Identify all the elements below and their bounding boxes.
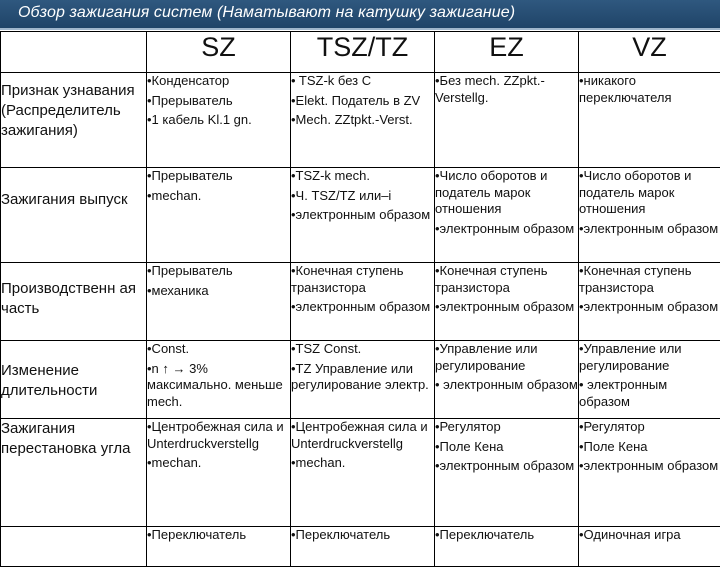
table-cell bbox=[435, 527, 579, 567]
slide-title: Обзор зажигания систем (Наматывают на катушку зажигание) bbox=[18, 4, 515, 22]
table-cell bbox=[579, 73, 720, 168]
bullet-item: •электронным образом bbox=[579, 299, 720, 316]
table-cell bbox=[579, 263, 720, 341]
bullet-item: •электронным образом bbox=[579, 458, 720, 475]
bullet-item: •электронным образом bbox=[579, 221, 720, 238]
bullet-item: •электронным образом bbox=[435, 221, 578, 238]
bullet-item: •Const. bbox=[147, 341, 290, 358]
bullet-item: •Регулятор bbox=[579, 419, 720, 436]
bullet-item: •TZ Управление или регулирование электр. bbox=[291, 361, 434, 394]
table-row bbox=[1, 263, 720, 341]
table-cell bbox=[579, 527, 720, 567]
bullet-item: •Mech. ZZtpkt.-Verst. bbox=[291, 112, 434, 129]
bullet-item: •Число оборотов и податель марок отношения bbox=[579, 168, 720, 218]
table-cell bbox=[147, 168, 291, 263]
bullet-item: •mechan. bbox=[291, 455, 434, 472]
bullet-item: •Без mech. ZZpkt.-Verstellg. bbox=[435, 73, 578, 106]
title-bar bbox=[0, 0, 720, 30]
header-row bbox=[1, 32, 720, 73]
ignition-systems-table bbox=[0, 31, 720, 567]
table-cell bbox=[291, 527, 435, 567]
bullet-item: •Поле Кена bbox=[435, 439, 578, 456]
bullet-item: •Переключатель bbox=[435, 527, 578, 544]
bullet-item: •Переключатель bbox=[147, 527, 290, 544]
bullet-item: •электронным образом bbox=[435, 458, 578, 475]
row-label: Производственн ая часть bbox=[1, 263, 147, 341]
table-cell bbox=[579, 168, 720, 263]
table-row bbox=[1, 73, 720, 168]
row-label: Зажигания перестановка угла bbox=[1, 419, 147, 527]
bullet-item: • электронным образом bbox=[579, 377, 720, 410]
row-label bbox=[1, 527, 147, 567]
row-label: Изменение длительности bbox=[1, 341, 147, 419]
bullet-item: •Ч. TSZ/TZ или–i bbox=[291, 188, 434, 205]
table-row bbox=[1, 341, 720, 419]
bullet-item: •mechan. bbox=[147, 455, 290, 472]
bullet-item: •Elekt. Податель в ZV bbox=[291, 93, 434, 110]
bullet-item: •Управление или регулирование bbox=[435, 341, 578, 374]
bullet-item: •Переключатель bbox=[291, 527, 434, 544]
row-label: Признак узнавания (Распределитель зажигания) bbox=[1, 73, 147, 168]
table-cell bbox=[579, 341, 720, 419]
row-label: Зажигания выпуск bbox=[1, 168, 147, 263]
table-cell bbox=[147, 263, 291, 341]
bullet-item: •электронным образом bbox=[291, 207, 434, 224]
table-cell bbox=[147, 419, 291, 527]
bullet-item: •Прерыватель bbox=[147, 93, 290, 110]
column-header bbox=[1, 32, 147, 73]
table-row bbox=[1, 168, 720, 263]
table-cell bbox=[291, 263, 435, 341]
bullet-item: •электронным образом bbox=[291, 299, 434, 316]
bullet-item: •Прерыватель bbox=[147, 168, 290, 185]
bullet-item: •TSZ Const. bbox=[291, 341, 434, 358]
bullet-item: •n ↑ → 3% максимально. меньше mech. bbox=[147, 361, 290, 411]
table-cell bbox=[435, 263, 579, 341]
column-header: TSZ/TZ bbox=[291, 32, 435, 73]
bullet-item: •1 кабель Kl.1 gn. bbox=[147, 112, 290, 129]
table-row bbox=[1, 419, 720, 527]
column-header: SZ bbox=[147, 32, 291, 73]
bullet-item: •Число оборотов и податель марок отношения bbox=[435, 168, 578, 218]
table-cell bbox=[147, 73, 291, 168]
bullet-item: •Центробежная сила и Unterdruckverstellg bbox=[147, 419, 290, 452]
bullet-item: •TSZ-k mech. bbox=[291, 168, 434, 185]
table-cell bbox=[291, 419, 435, 527]
column-header: EZ bbox=[435, 32, 579, 73]
bullet-item: •механика bbox=[147, 283, 290, 300]
bullet-item: •Прерыватель bbox=[147, 263, 290, 280]
bullet-item: • TSZ-k без C bbox=[291, 73, 434, 90]
bullet-item: • электронным образом bbox=[435, 377, 578, 394]
bullet-item: •Центробежная сила и Unterdruckverstellg bbox=[291, 419, 434, 452]
bullet-item: •Конечная ступень транзистора bbox=[435, 263, 578, 296]
bullet-item: •Управление или регулирование bbox=[579, 341, 720, 374]
column-header: VZ bbox=[579, 32, 720, 73]
table-cell bbox=[435, 419, 579, 527]
bullet-item: •Регулятор bbox=[435, 419, 578, 436]
table-cell bbox=[147, 527, 291, 567]
table-cell bbox=[435, 341, 579, 419]
bullet-item: •никакого переключателя bbox=[579, 73, 720, 106]
bullet-item: •электронным образом bbox=[435, 299, 578, 316]
table-cell bbox=[579, 419, 720, 527]
bullet-item: •Конечная ступень транзистора bbox=[579, 263, 720, 296]
bullet-item: •mechan. bbox=[147, 188, 290, 205]
bullet-item: •Конечная ступень транзистора bbox=[291, 263, 434, 296]
table-cell bbox=[435, 73, 579, 168]
table-cell bbox=[291, 73, 435, 168]
bullet-item: •Одиночная игра bbox=[579, 527, 720, 544]
table-row bbox=[1, 527, 720, 567]
table-cell bbox=[147, 341, 291, 419]
bullet-item: •Конденсатор bbox=[147, 73, 290, 90]
table-cell bbox=[435, 168, 579, 263]
table-cell bbox=[291, 341, 435, 419]
bullet-item: •Поле Кена bbox=[579, 439, 720, 456]
table-cell bbox=[291, 168, 435, 263]
